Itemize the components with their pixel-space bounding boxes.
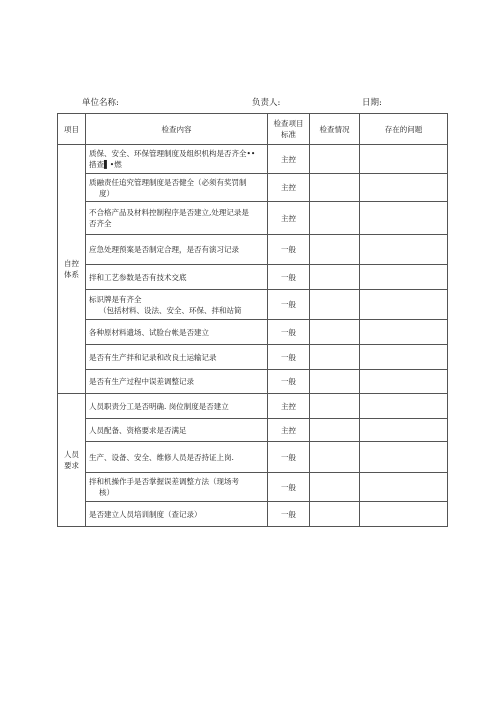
problem-cell <box>360 320 448 345</box>
column-header-status: 检查情况 <box>310 114 360 145</box>
status-cell <box>310 370 360 394</box>
problem-cell <box>360 174 448 202</box>
table-row <box>58 320 448 345</box>
check-content-cell: 各种原材料遗场、试脸台帐是否建立 <box>86 320 268 345</box>
table-row <box>58 473 448 502</box>
problem-cell <box>360 419 448 442</box>
date-label: 日期: <box>362 98 382 108</box>
responsible-person-label: 负责人: <box>252 98 281 108</box>
standard-cell: 一般 <box>268 235 310 265</box>
table-row <box>58 442 448 473</box>
problem-cell <box>360 235 448 265</box>
problem-cell <box>360 145 448 174</box>
check-content-cell: 是否建立人员培训制度（查记录） <box>86 502 268 527</box>
standard-cell: 一般 <box>268 473 310 502</box>
table-row <box>58 202 448 235</box>
table-row <box>58 345 448 370</box>
standard-cell: 一般 <box>268 320 310 345</box>
problem-cell <box>360 265 448 290</box>
table-row <box>58 174 448 202</box>
inspection-table <box>57 113 448 527</box>
check-content-cell: 应急处理预案是否制定合理，是否有演习记录 <box>86 235 268 265</box>
status-cell <box>310 502 360 527</box>
status-cell <box>310 345 360 370</box>
problem-cell <box>360 370 448 394</box>
standard-cell: 主控 <box>268 419 310 442</box>
status-cell <box>310 442 360 473</box>
standard-cell: 主控 <box>268 202 310 235</box>
status-cell <box>310 202 360 235</box>
unit-name-label: 单位名称: <box>82 98 119 108</box>
status-cell <box>310 265 360 290</box>
status-cell <box>310 473 360 502</box>
form-header <box>0 96 500 110</box>
standard-cell: 主控 <box>268 145 310 174</box>
check-content-cell: 人员配备、资格要求是否满足 <box>86 419 268 442</box>
check-content-cell: 是否有生产过程中误差调整记录 <box>86 370 268 394</box>
check-content-cell: 是否有生产拌和记录和改良土运输记录 <box>86 345 268 370</box>
check-content-cell: 人员职责分工是否明确. 岗位制度是否建立 <box>86 394 268 419</box>
problem-cell <box>360 394 448 419</box>
column-header-problems: 存在的问题 <box>360 114 448 145</box>
check-content-cell: 拌和工艺参数是否有技术交底 <box>86 265 268 290</box>
standard-cell: 主控 <box>268 394 310 419</box>
problem-cell <box>360 442 448 473</box>
group-label-self-control: 自控体系 <box>58 145 86 394</box>
group-label-personnel: 人员要求 <box>58 394 86 527</box>
standard-cell: 一般 <box>268 370 310 394</box>
table-row <box>58 394 448 419</box>
check-content-cell: 标识牌是有齐全 （包括材料、设法、安全、环保、拌和站简 <box>86 290 268 320</box>
standard-cell: 一般 <box>268 290 310 320</box>
column-header-project: 项目 <box>58 114 86 145</box>
problem-cell <box>360 290 448 320</box>
status-cell <box>310 174 360 202</box>
standard-cell: 一般 <box>268 345 310 370</box>
table-header-row <box>58 114 448 145</box>
status-cell <box>310 320 360 345</box>
standard-cell: 主控 <box>268 174 310 202</box>
table-row <box>58 235 448 265</box>
table-row <box>58 145 448 174</box>
table-row <box>58 502 448 527</box>
check-content-cell: 质保、安全、环保管理制度及组织机构是否齐全•• 措查▌•燃 <box>86 145 268 174</box>
check-content-cell: 拌和机操作手是否掌握误差调整方法（现场考 核） <box>86 473 268 502</box>
status-cell <box>310 145 360 174</box>
table-row <box>58 265 448 290</box>
status-cell <box>310 235 360 265</box>
column-header-content: 检查内容 <box>86 114 268 145</box>
standard-cell: 一般 <box>268 502 310 527</box>
table-row <box>58 290 448 320</box>
table-row <box>58 370 448 394</box>
problem-cell <box>360 502 448 527</box>
check-content-cell: 质融责任追究管理制度是否健全（必须有奖罚制 度） <box>86 174 268 202</box>
problem-cell <box>360 345 448 370</box>
check-content-cell: 生产、设备、安全、维修人员是否持证上岗. <box>86 442 268 473</box>
standard-cell: 一般 <box>268 265 310 290</box>
status-cell <box>310 290 360 320</box>
status-cell <box>310 394 360 419</box>
table-row <box>58 419 448 442</box>
problem-cell <box>360 473 448 502</box>
problem-cell <box>360 202 448 235</box>
column-header-standard: 检查项目标准 <box>268 114 310 145</box>
status-cell <box>310 419 360 442</box>
standard-cell: 一般 <box>268 442 310 473</box>
check-content-cell: 不合格产品及材料控制程序是否建立,处理记录是 否齐全 <box>86 202 268 235</box>
